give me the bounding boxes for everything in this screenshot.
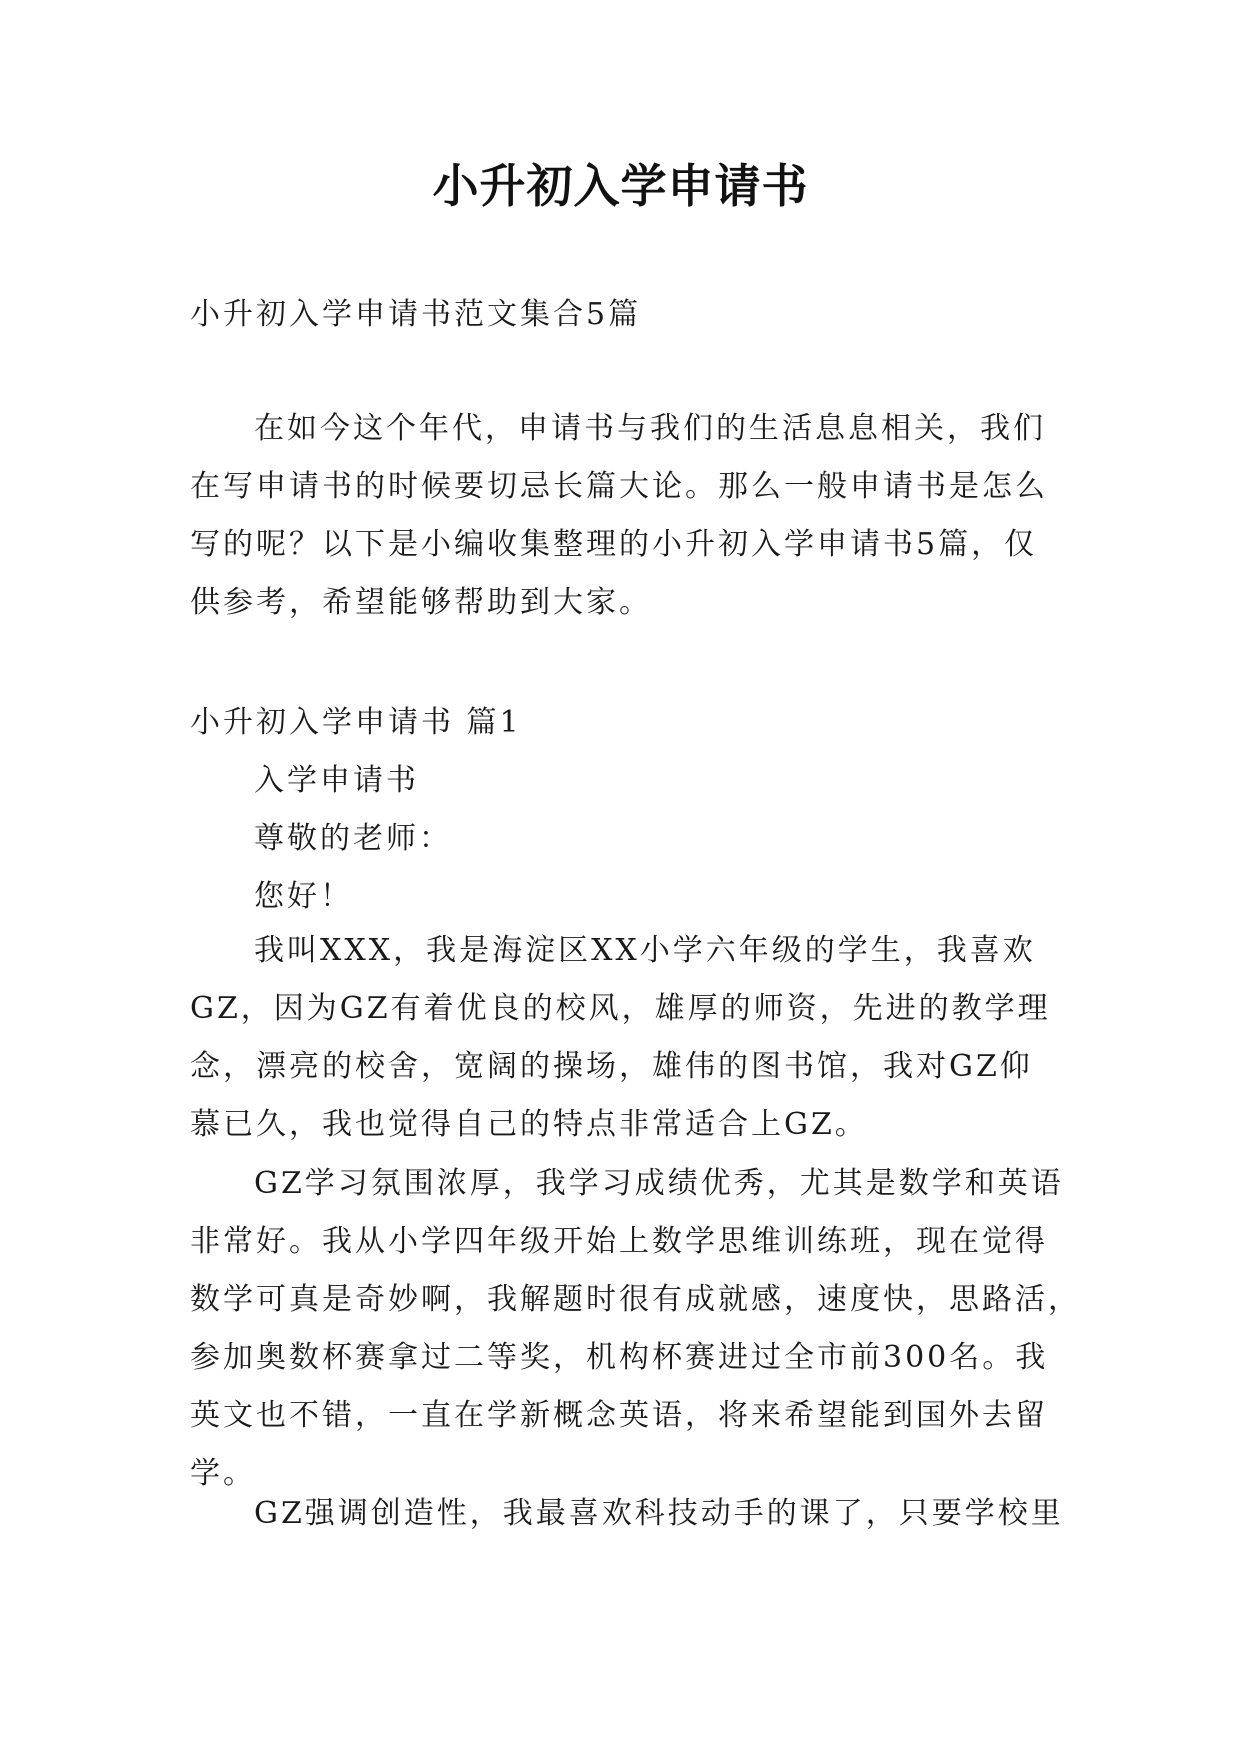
- intro-line: 在如今这个年代，申请书与我们的生活息息相关，我们: [254, 411, 1046, 446]
- letter-salutation: 尊敬的老师：: [254, 821, 452, 856]
- paragraph-line: 参加奥数杯赛拿过二等奖，机构杯赛进过全市前300名。我: [190, 1340, 1049, 1375]
- letter-paragraph-2: [190, 1155, 1081, 1503]
- paragraph-line: GZ强调创造性，我最喜欢科技动手的课了，只要学校里: [254, 1496, 1064, 1531]
- letter-title: 入学申请书: [254, 763, 419, 798]
- paragraph-line: 学。: [190, 1456, 256, 1491]
- document-subtitle: [190, 286, 1050, 344]
- paragraph-line: GZ学习氛围浓厚，我学习成绩优秀，尤其是数学和英语: [254, 1166, 1064, 1201]
- section-heading: 小升初入学申请书 篇1: [190, 705, 522, 740]
- subtitle-text: 小升初入学申请书范文集合5篇: [190, 297, 642, 332]
- letter-paragraph-3: [190, 1485, 1064, 1543]
- paragraph-line: 数学可真是奇妙啊，我解题时很有成就感，速度快，思路活，: [190, 1282, 1081, 1317]
- paragraph-line: 我叫XXX，我是海淀区XX小学六年级的学生，我喜欢: [254, 933, 1036, 968]
- paragraph-line: 英文也不错，一直在学新概念英语，将来希望能到国外去留: [190, 1398, 1048, 1433]
- document-title: 小升初入学申请书: [432, 159, 809, 213]
- section-1-header-block: [190, 694, 1050, 926]
- paragraph-line: 非常好。我从小学四年级开始上数学思维训练班，现在觉得: [190, 1224, 1048, 1259]
- letter-greeting: 您好！: [254, 879, 353, 914]
- intro-line: 写的呢？以下是小编收集整理的小升初入学申请书5篇，仅: [190, 527, 1038, 562]
- paragraph-line: 慕已久，我也觉得自己的特点非常适合上GZ。: [190, 1107, 868, 1142]
- paragraph-line: 念，漂亮的校舍，宽阔的操场，雄伟的图书馆，我对GZ仰: [190, 1049, 1033, 1084]
- letter-paragraph-1: [190, 922, 1050, 1154]
- intro-line: 在写申请书的时候要切忌长篇大论。那么一般申请书是怎么: [190, 469, 1048, 504]
- paragraph-line: GZ，因为GZ有着优良的校风，雄厚的师资，先进的教学理: [190, 991, 1051, 1026]
- intro-line: 供参考，希望能够帮助到大家。: [190, 585, 652, 620]
- intro-paragraph: [190, 400, 1050, 632]
